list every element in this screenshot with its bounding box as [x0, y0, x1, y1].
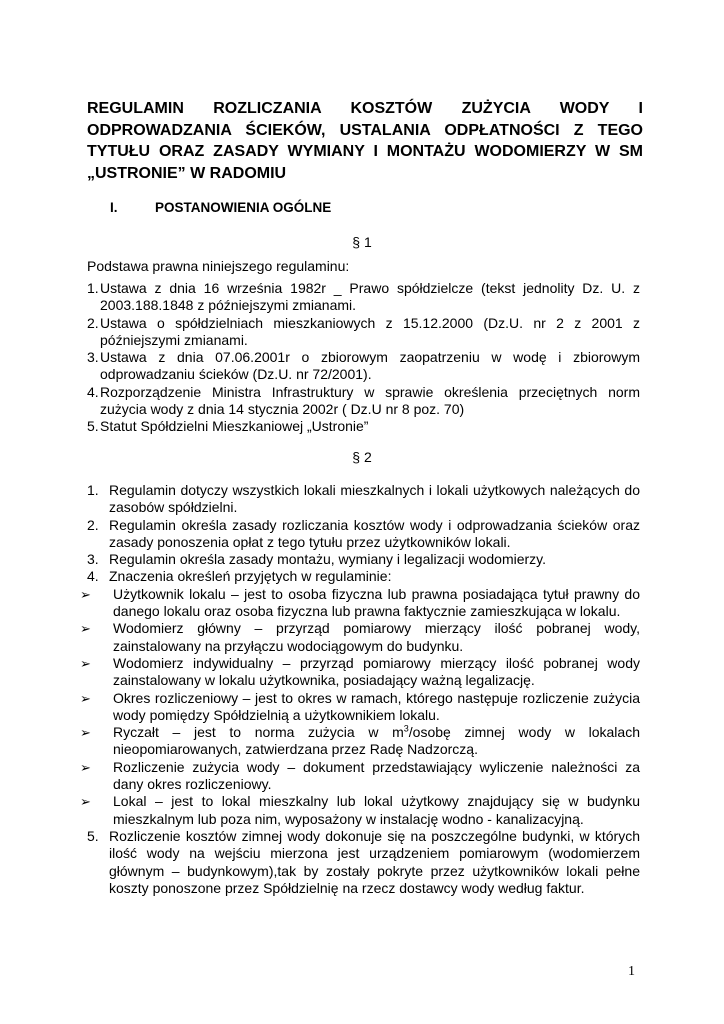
definition-item: ➢ Okres rozliczeniowy – jest to okres w ramach, którego następuje rozliczenie zużycia wody pomiędzy Spółdzielnią a użytkownikiem lokalu.: [80, 689, 640, 723]
section-title: POSTANOWIENIA OGÓLNE: [155, 200, 332, 215]
section-number: I.: [110, 200, 118, 215]
document-title: REGULAMIN ROZLICZANIA KOSZTÓW ZUŻYCIA WODY I ODPROWADZANIA ŚCIEKÓW, USTALANIA ODPŁATNOŚCI Z TEGO TYTUŁU ORAZ ZASADY WYMIANY I MONTAŻU WODOMIERZY W SM „USTRONIE” W RADOMIU: [87, 100, 643, 182]
legal-basis-list: [87, 280, 640, 436]
definition-item: ➢ Ryczałt – jest to norma zużycia w $m^3$/osobę zimnej wody w lokalach nieopomiarowanych, zatwierdzana przez Radę Nadzorczą.: [80, 723, 640, 758]
arrow-bullet-icon: ➢: [80, 690, 91, 706]
definition-item: ➢ Lokal – jest to lokal mieszkalny lub lokal użytkowy znajdujący się w budynku mieszkalnym lub poza nim, wyposażony w instalację wodno - kanalizacyjną.: [80, 793, 640, 827]
page-number: 1: [628, 964, 635, 979]
definition-item: ➢ Wodomierz główny – przyrząd pomiarowy mierzący ilość pobranej wody, zainstalowany na przyłączu wodociągowym do budynku.: [80, 620, 640, 654]
list-item: 4. Znaczenia określeń przyjętych w regulaminie: ➢ Użytkownik lokalu – jest to osoba fizyczna lub prawna posiadająca tytuł prawny do danego lokalu oraz osoba fizyczna lub prawna faktycznie zamieszkująca w lokalu. ➢ Wodomierz główny – przyrząd pomiarowy mierzący ilość pobranej wody, zainstalowany na przyłączu wodociągowym do budynku. ➢ Wodomierz indywidualny – przyrząd pomiarowy mierzący ilość pobranej wody zainstalowany w lokalu użytkownika, posiadający ważną legalizację. ➢ Okres rozliczeniowy – jest to okres w ramach, którego następuje rozliczenie zużycia wody pomiędzy Spółdzielnią a użytkownikiem lokalu. ➢ Ryczałt – jest to norma zużycia w $m^3$/osobę zimnej wody w lokalach nieopomiarowanych, zatwierdzana przez Radę Nadzorczą. ➢ Rozliczenie zużycia wody – dokument przedstawiający wyliczenie należności za dany okres rozliczeniowy. ➢ Lokal – jest to lokal mieszkalny lub lokal użytkowy znajdujący się w budynku mieszkalnym lub poza nim, wyposażony w instalację wodno - kanalizacyjną.: [80, 568, 640, 827]
list-item: 5. Statut Spółdzielni Mieszkaniowej „Ustronie”: [87, 418, 369, 435]
list-item: 2. Ustawa o spółdzielniach mieszkaniowych z 15.12.2000 (Dz.U. nr 2 z 2001 z późniejszymi zmianami.: [87, 314, 640, 348]
arrow-bullet-icon: ➢: [80, 725, 91, 741]
legal-basis-intro: Podstawa prawna niniejszego regulaminu:: [87, 258, 350, 274]
arrow-bullet-icon: ➢: [80, 621, 91, 637]
list-item: 5. Rozliczenie kosztów zimnej wody dokonuje się na poszczególne budynki, w których ilość wody na wejściu mierzona jest urządzeniem pomiarowym (wodomierzem głównym – budynkowym),tak by zostały pokryte przez użytkowników lokali pełne koszty ponoszone przez Spółdzielnię na rzecz dostawcy wody według faktur.: [87, 827, 640, 896]
list-item: 1. Ustawa z dnia 16 września 1982r _ Prawo spółdzielcze (tekst jednolity Dz. U. z 2003.188.1848 z późniejszymi zmianami.: [87, 280, 640, 314]
definition-item: ➢ Wodomierz indywidualny – przyrząd pomiarowy mierzący ilość pobranej wody zainstalowany w lokalu użytkownika, posiadający ważną legalizację.: [80, 654, 640, 689]
arrow-bullet-icon: ➢: [80, 655, 91, 671]
list-item: 1. Regulamin dotyczy wszystkich lokali mieszkalnych i lokali użytkowych należących do zasobów spółdzielni.: [87, 482, 640, 516]
arrow-bullet-icon: ➢: [80, 759, 91, 775]
paragraph-1-sign: § 1: [352, 234, 372, 250]
arrow-bullet-icon: ➢: [80, 794, 91, 810]
paragraph-2-sign: § 2: [352, 449, 372, 465]
list-item: 3. Regulamin określa zasady montażu, wymiany i legalizacji wodomierzy.: [87, 551, 547, 568]
rules-list: [80, 482, 640, 897]
definitions-list: [80, 585, 640, 828]
list-item: 4. Rozporządzenie Ministra Infrastruktury w sprawie określenia przeciętnych norm zużycia wody z dnia 14 stycznia 2002r ( Dz.U nr 8 poz. 70): [87, 383, 640, 418]
list-item: 3. Ustawa z dnia 07.06.2001r o zbiorowym zaopatrzeniu w wodę i zbiorowym odprowadzaniu ścieków (Dz.U. nr 72/2001).: [87, 349, 640, 383]
definition-item: ➢ Rozliczenie zużycia wody – dokument przedstawiający wyliczenie należności za dany okres rozliczeniowy.: [80, 758, 640, 793]
definition-item: ➢ Użytkownik lokalu – jest to osoba fizyczna lub prawna posiadająca tytuł prawny do danego lokalu oraz osoba fizyczna lub prawna faktycznie zamieszkująca w lokalu.: [80, 585, 640, 620]
section-heading: [110, 199, 331, 217]
list-item: 2. Regulamin określa zasady rozliczania kosztów wody i odprowadzania ścieków oraz zasady ponoszenia opłat z tego tytułu przez użytkowników lokali.: [87, 516, 640, 550]
arrow-bullet-icon: ➢: [80, 586, 91, 602]
